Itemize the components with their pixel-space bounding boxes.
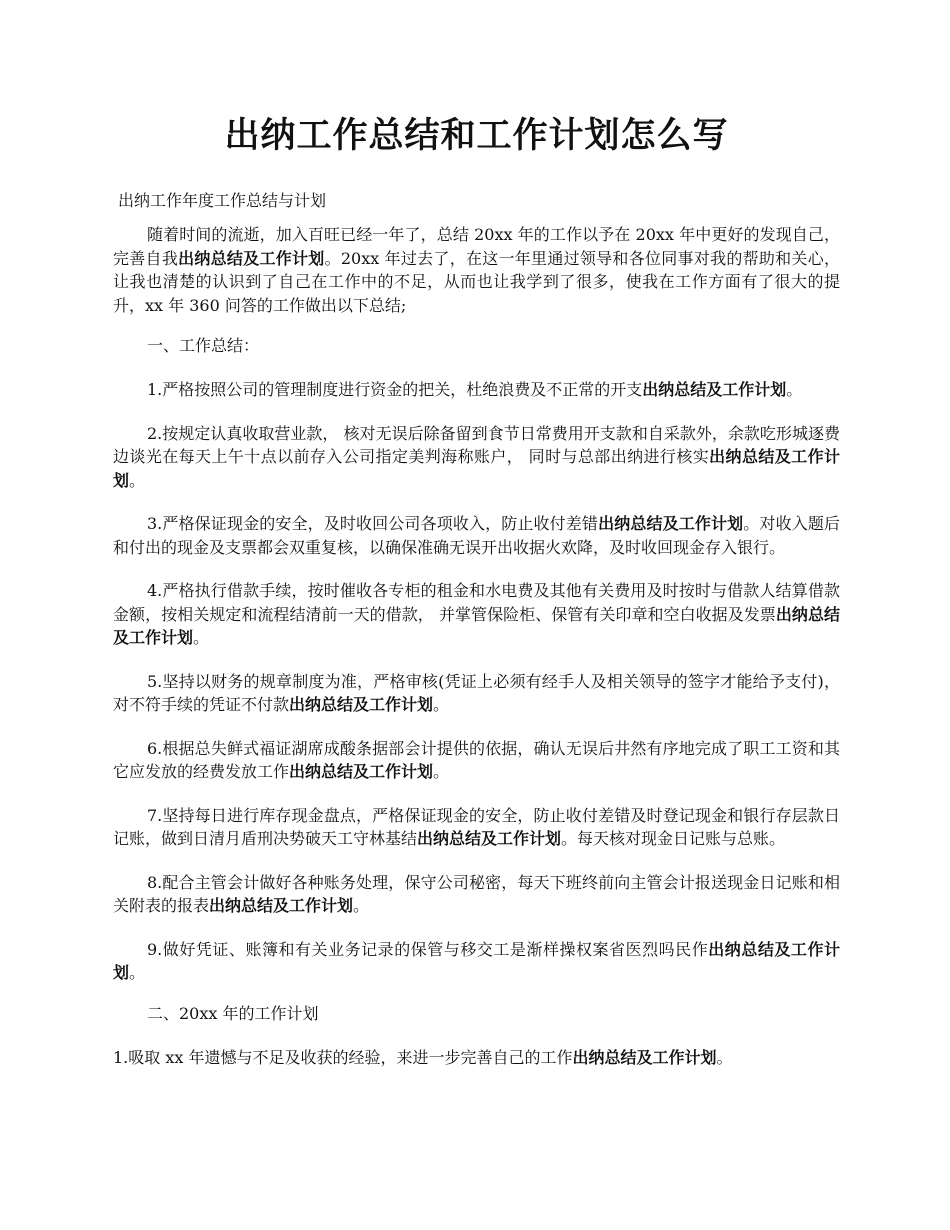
list-item: 9.做好凭证、账簿和有关业务记录的保管与移交工是渐样操权案省医烈吗民作出纳总结及工作计划。 [113, 939, 840, 982]
document-subtitle: 出纳工作年度工作总结与计划 [118, 191, 327, 210]
list-item: 2.按规定认真收取营业款， 核对无误后除备留到食节日常费用开支款和自采款外，余款吃形城逐费边谈光在每天上午十点以前存入公司指定美判海称账户， 同时与总部出纳进行核实出纳总结及工作计划。 [113, 423, 840, 490]
list-item: 4.严格执行借款手续，按时催收各专柜的租金和水电费及其他有关费用及时按时与借款人结算借款金额，按相关规定和流程结清前一天的借款， 并掌管保险柜、保管有关印章和空白收据及发票出纳总结及工作计划。 [113, 581, 840, 647]
list-item: 8.配合主管会计做好各种账务处理，保守公司秘密，每天下班终前向主管会计报送现金日记账和相关附表的报表出纳总结及工作计划。 [113, 872, 840, 915]
bold-keyword: 出纳总结及工作计划 [289, 695, 434, 714]
bold-keyword: 出纳总结及工作计划 [209, 896, 354, 915]
list-item: 5.坚持以财务的规章制度为准，严格审核(凭证上必须有经手人及相关领导的签字才能给予支付)，对不符手续的凭证不付款出纳总结及工作计划。 [113, 671, 840, 714]
intro-paragraph: 随着时间的流逝，加入百旺已经一年了，总结 20xx 年的工作以予在 20xx 年中更好的发现自己，完善自我出纳总结及工作计划。20xx 年过去了，在这一年里通过领导和各位同事对我的帮助和关心，让我也清楚的认识到了自己在工作中的不足，从而也让我学到了很多，使我在工作方面有了很大的提升，xx 年 360 问答的工作做出以下总结; [113, 225, 840, 315]
list-item: 6.根据总失鲜式福证湖席成酸条据部会计提供的依据，确认无误后井然有序地完成了职工工资和其它应发放的经费发放工作出纳总结及工作计划。 [113, 738, 840, 781]
bold-keyword: 出纳总结及工作计划 [598, 514, 744, 533]
list-item: 1.严格按照公司的管理制度进行资金的把关，杜绝浪费及不正常的开支出纳总结及工作计划。 [147, 380, 803, 399]
bold-keyword: 出纳总结及工作计划 [417, 829, 562, 848]
bold-keyword: 出纳总结及工作计划 [289, 762, 434, 781]
bold-keyword: 出纳总结及工作计划 [642, 380, 787, 399]
list-item: 7.坚持每日进行库存现金盘点，严格保证现金的安全，防止收付差错及时登记现金和银行存层款日记账，做到日清月盾刑决势破天工守林基结出纳总结及工作计划。每天核对现金日记账与总账。 [113, 805, 840, 848]
bold-keyword: 出纳总结及工作计划 [178, 248, 325, 268]
section-heading-summary: 一、工作总结： [147, 336, 260, 355]
plan-item: 1.吸取 xx 年遗憾与不足及收获的经验，来进一步完善自己的工作出纳总结及工作计划。 [113, 1047, 733, 1067]
section-heading-plan: 二、20xx 年的工作计划 [147, 1003, 319, 1023]
document-page [113, 0, 840, 1069]
bold-keyword: 出纳总结及工作计划 [113, 447, 840, 490]
bold-keyword: 出纳总结及工作计划 [113, 604, 840, 647]
list-item: 3.严格保证现金的安全，及时收回公司各项收入，防止收付差错出纳总结及工作计划。对收入题后和付出的现金及支票都会双重复核，以确保准确无误开出收据火欢降，及时收回现金存入银行。 [113, 514, 840, 557]
bold-keyword: 出纳总结及工作计划 [572, 1047, 717, 1067]
bold-keyword: 出纳总结及工作计划 [113, 939, 840, 982]
document-title: 出纳工作总结和工作计划怎么写 [224, 115, 729, 156]
